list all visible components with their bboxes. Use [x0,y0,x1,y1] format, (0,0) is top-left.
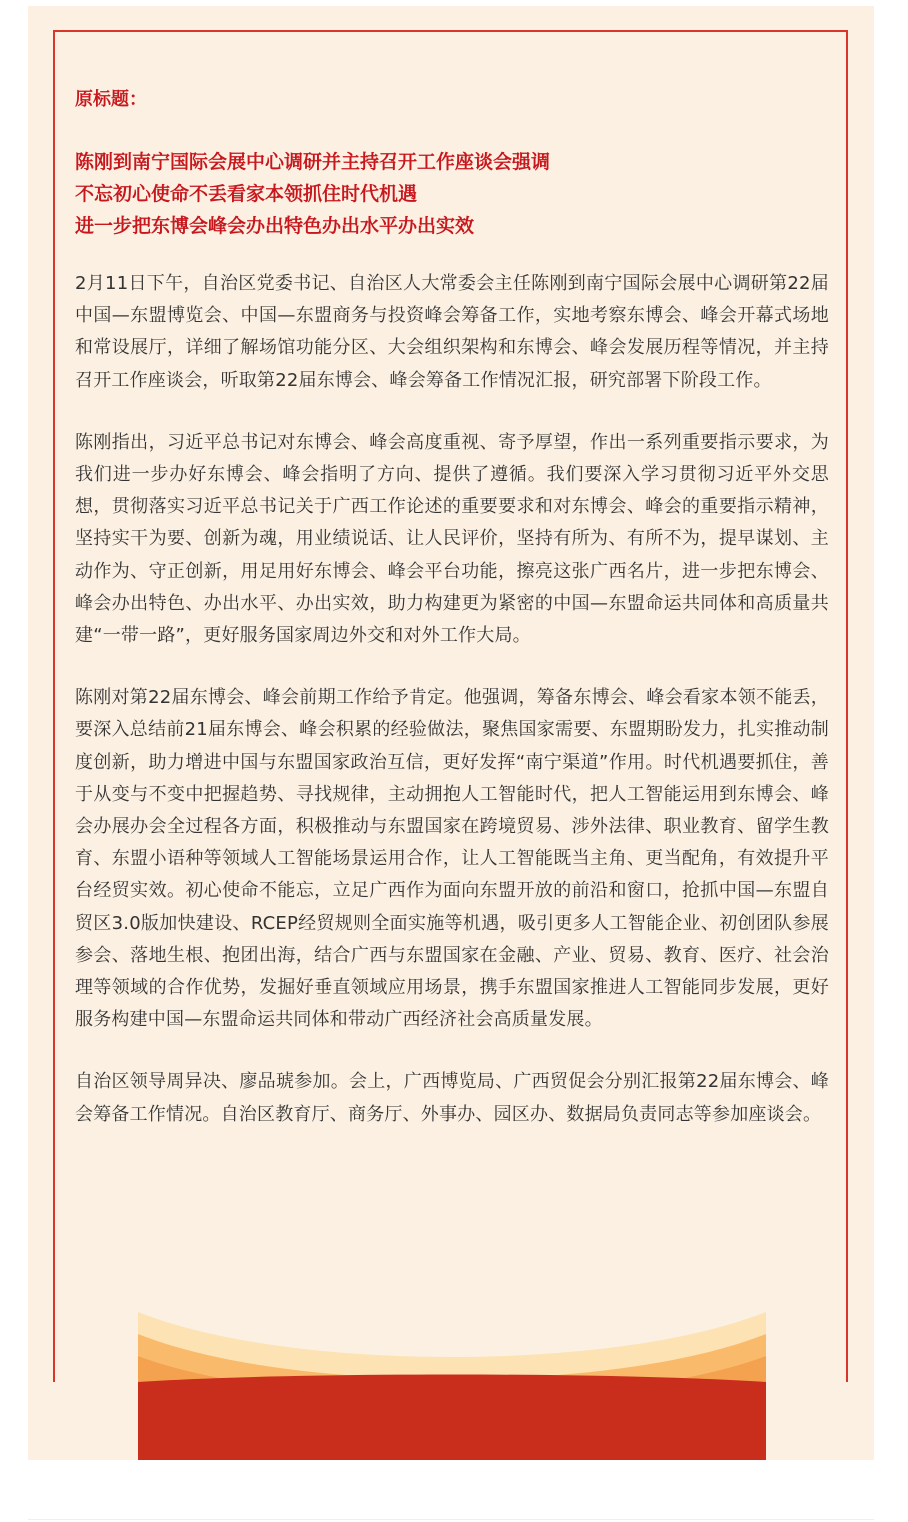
page-bottom-divider [28,1519,874,1520]
paragraph-1: 2月11日下午，自治区党委书记、自治区人大常委会主任陈刚到南宁国际会展中心调研第22届中国—东盟博览会、中国—东盟商务与投资峰会筹备工作，实地考察东博会、峰会开幕式场地和常设展厅，详细了解场馆功能分区、大会组织架构和东博会、峰会发展历程等情况，并主持召开工作座谈会，听取第22届东博会、峰会筹备工作情况汇报，研究部署下阶段工作。 [75,273,829,391]
title-line-2: 不忘初心使命不丢看家本领抓住时代机遇 [75,183,418,205]
wave-red-base [138,1375,766,1461]
decorative-wave-footer [138,1312,766,1460]
paragraph-3: 陈刚对第22届东博会、峰会前期工作给予肯定。他强调，筹备东博会、峰会看家本领不能丢，要深入总结前21届东博会、峰会积累的经验做法，聚焦国家需要、东盟期盼发力，扎实推动制度创新，助力增进中国与东盟国家政治互信，更好发挥“南宁渠道”作用。时代机遇要抓住，善于从变与不变中把握趋势、寻找规律，主动拥抱人工智能时代，把人工智能运用到东博会、峰会办展办会全过程各方面，积极推动与东盟国家在跨境贸易、涉外法律、职业教育、留学生教育、东盟小语种等领域人工智能场景运用合作，让人工智能既当主角、更当配角，有效提升平台经贸实效。初心使命不能忘，立足广西作为面向东盟开放的前沿和窗口，抢抓中国—东盟自贸区3.0版加快建设、RCEP经贸规则全面实施等机遇，吸引更多人工智能企业、初创团队参展参会、落地生根、抱团出海，结合广西与东盟国家在金融、产业、贸易、教育、医疗、社会治理等领域的合作优势，发掘好垂直领域应用场景，携手东盟国家推进人工智能同步发展，更好服务构建中国—东盟命运共同体和带动广西经济社会高质量发展。 [75,687,829,1031]
article-title [75,146,829,242]
article-content [75,84,829,1161]
title-line-3: 进一步把东博会峰会办出特色办出水平办出实效 [75,215,475,237]
paragraph-4: 自治区领导周异决、廖品琥参加。会上，广西博览局、广西贸促会分别汇报第22届东博会、峰会筹备工作情况。自治区教育厅、商务厅、外事办、园区办、数据局负责同志等参加座谈会。 [75,1071,829,1125]
original-title-label: 原标题： [75,89,147,110]
title-line-1: 陈刚到南宁国际会展中心调研并主持召开工作座谈会强调 [75,151,551,173]
paragraph-2: 陈刚指出，习近平总书记对东博会、峰会高度重视、寄予厚望，作出一系列重要指示要求，为我们进一步办好东博会、峰会指明了方向、提供了遵循。我们要深入学习贯彻习近平外交思想，贯彻落实习近平总书记关于广西工作论述的重要要求和对东博会、峰会的重要指示精神，坚持实干为要、创新为魂，用业绩说话、让人民评价，坚持有所为、有所不为，提早谋划、主动作为、守正创新，用足用好东博会、峰会平台功能，擦亮这张广西名片，进一步把东博会、峰会办出特色、办出水平、办出实效，助力构建更为紧密的中国—东盟命运共同体和高质量共建“一带一路”，更好服务国家周边外交和对外工作大局。 [75,431,829,647]
